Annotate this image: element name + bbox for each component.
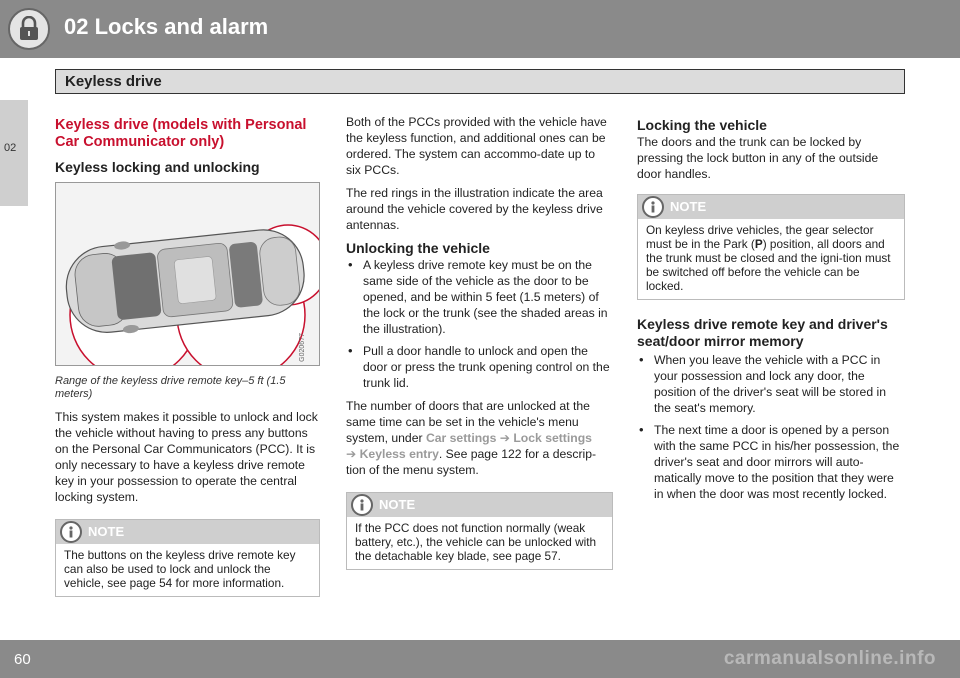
menu-link-car-settings: Car settings bbox=[425, 431, 497, 445]
padlock-icon bbox=[8, 8, 50, 50]
column-left bbox=[55, 114, 320, 597]
arrow-right-icon: ➔ bbox=[346, 447, 360, 461]
note-title: NOTE bbox=[379, 497, 416, 512]
red-rings-paragraph: The red rings in the illustration indicate the area around the vehicle covered by the keyless drive antennas. bbox=[346, 186, 603, 232]
note-text-part: ) position, all doors and the trunk must be closed and the igni-tion must be switched off before the vehicle can be locked. bbox=[646, 237, 891, 293]
unlocking-bullet-list bbox=[346, 257, 613, 391]
list-item: • Pull a door handle to unlock and open the door or press the trunk opening control on the trunk lid. bbox=[346, 343, 613, 391]
arrow-right-icon: ➔ bbox=[496, 431, 514, 445]
menu-link-lock-settings: Lock settings bbox=[513, 431, 592, 445]
main-heading: Keyless drive (models with Personal Car Communicator only) bbox=[55, 117, 307, 150]
info-icon bbox=[60, 521, 82, 543]
locking-heading: Locking the vehicle bbox=[637, 117, 767, 133]
note-text bbox=[638, 219, 904, 299]
figure-caption: Range of the keyless drive remote key–5 ft (1.5 meters) bbox=[55, 375, 286, 400]
menu-path-paragraph bbox=[346, 398, 613, 478]
section-title: Keyless drive bbox=[65, 73, 162, 90]
menu-path-text-start: The number of doors that are unlocked at the same time can be set in the vehicle's menu system, under bbox=[346, 399, 590, 445]
footer-bar bbox=[0, 640, 960, 678]
section-title-bar bbox=[55, 69, 905, 94]
note-header bbox=[638, 195, 904, 219]
figure-code: G020677 bbox=[299, 333, 306, 362]
note-box-gear-selector bbox=[637, 194, 905, 300]
page-number: 60 bbox=[14, 651, 31, 668]
chapter-header-bar bbox=[0, 0, 960, 58]
note-title: NOTE bbox=[88, 524, 125, 539]
keyless-locking-heading: Keyless locking and unlocking bbox=[55, 159, 260, 175]
unlocking-heading: Unlocking the vehicle bbox=[346, 240, 490, 256]
menu-path-text-end: . See page 122 for a descrip-tion of the menu system. bbox=[346, 447, 597, 477]
note-text: The buttons on the keyless drive remote key can also be used to lock and unlock the vehicle, see page 54 for more information. bbox=[64, 548, 296, 590]
list-item: • A keyless drive remote key must be on the same side of the vehicle as the door to be opened, and be within 5 feet (1.5 meters) of the lock or the trunk (see the shaded areas in the illustration). bbox=[346, 257, 613, 337]
side-tab-label: 02 bbox=[4, 142, 17, 154]
column-middle bbox=[346, 114, 613, 570]
info-icon bbox=[642, 196, 664, 218]
intro-paragraph: This system makes it possible to unlock and lock the vehicle without having to press any buttons on the Personal Car Communicators (PCC). It is only necessary to have a keyless drive remote key in your possession to operate the central locking system. bbox=[55, 410, 318, 504]
note-title: NOTE bbox=[670, 199, 707, 214]
info-icon bbox=[351, 494, 373, 516]
pcc-paragraph: Both of the PCCs provided with the vehicle have the keyless function, and additional ones can be ordered. The system can accommo-date up to six PCCs. bbox=[346, 115, 607, 177]
watermark: carmanualsonline.info bbox=[723, 648, 936, 669]
locking-paragraph: The doors and the trunk can be locked by pressing the lock button in any of the outside door handles. bbox=[637, 135, 879, 181]
memory-bullet-list bbox=[637, 352, 905, 502]
car-top-view-illustration bbox=[56, 183, 320, 366]
keyless-range-illustration bbox=[55, 182, 320, 366]
memory-heading: Keyless drive remote key and driver's seat/door mirror memory bbox=[637, 316, 888, 349]
list-item: • The next time a door is opened by a person with the same PCC in his/her possession, the driver's seat and door mirrors will auto-matically move to the position that they were in when the door was most recently locked. bbox=[637, 422, 905, 502]
chapter-side-tab bbox=[0, 100, 28, 206]
note-box-weak-battery bbox=[346, 492, 613, 570]
park-position-label: P bbox=[754, 237, 763, 251]
column-right bbox=[637, 114, 905, 509]
chapter-title: 02 Locks and alarm bbox=[64, 14, 269, 39]
note-text-part: On keyless drive vehicles, the gear selector must be in the Park ( bbox=[646, 223, 874, 251]
note-header bbox=[56, 520, 319, 544]
note-header bbox=[347, 493, 612, 517]
list-item: • When you leave the vehicle with a PCC in your possession and lock any door, the position of the driver's seat will be stored in the seat's memory. bbox=[637, 352, 905, 416]
note-box-remote-buttons bbox=[55, 519, 320, 597]
note-text: If the PCC does not function normally (weak battery, etc.), the vehicle can be unlocked with the detachable key blade, see page 57. bbox=[355, 521, 597, 563]
menu-link-keyless-entry: Keyless entry bbox=[359, 447, 439, 461]
